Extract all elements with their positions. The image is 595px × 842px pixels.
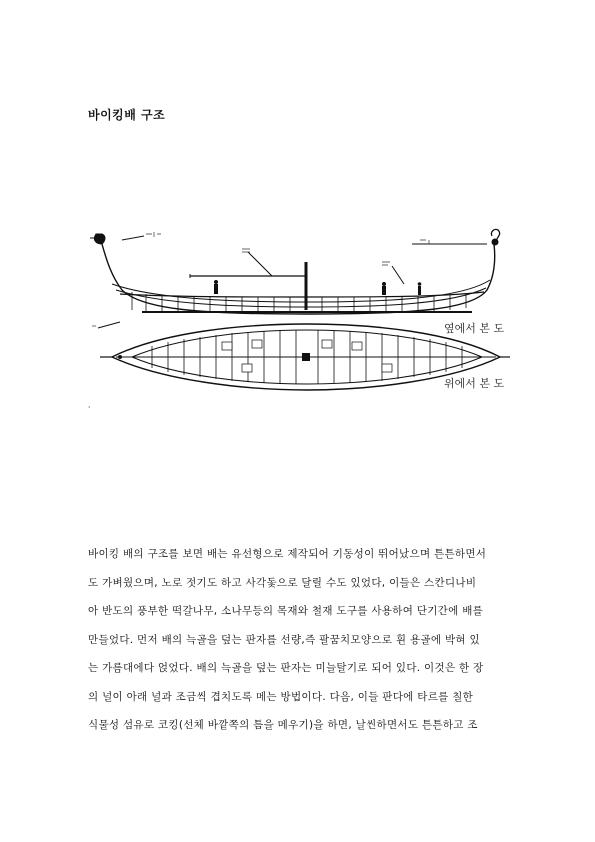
- document-title: 바이킹배 구조: [88, 108, 166, 122]
- side-view: [90, 229, 500, 328]
- paragraph-line: 의 널이 아래 널과 조금씩 겹치도록 메는 방법이다. 다음, 이들 판다에 타르를 칠한: [88, 690, 474, 703]
- viking-ship-diagram: [82, 222, 532, 400]
- side-view-label: 옆에서 본 도: [444, 322, 505, 335]
- paragraph-line: 아 반도의 풍부한 떡갈나무, 소나무등의 목재와 철재 도구를 사용하여 단기간에 배를: [88, 605, 484, 617]
- stray-mark: ,: [88, 400, 91, 409]
- top-view-label: 위에서 본 도: [444, 377, 505, 390]
- body-paragraph: [88, 540, 518, 740]
- paragraph-line: 만들었다. 먼저 배의 늑골을 덮는 판자를 선량,즉 팔꿈치모양으로 휜 용골에 박혀 있: [88, 633, 480, 646]
- paragraph-line: 는 가름대에다 얹었다. 배의 늑골을 덮는 판자는 미늘탈기로 되어 있다. 이것은 한 장: [88, 662, 484, 674]
- paragraph-line: 식물성 섬유로 코킹(선체 바깥쪽의 틈을 메우기)을 하면, 날씬하면서도 튼튼하고 조: [88, 719, 478, 731]
- paragraph-line: 바이킹 배의 구조를 보면 배는 유선형으로 제작되어 기동성이 뛰어났으며 튼튼하면서: [88, 548, 487, 560]
- ship-drawing: [82, 222, 532, 400]
- paragraph-line: 도 가벼웠으며, 노로 젓기도 하고 사각돛으로 달릴 수도 있었다, 이들은 스칸디나비: [88, 576, 477, 589]
